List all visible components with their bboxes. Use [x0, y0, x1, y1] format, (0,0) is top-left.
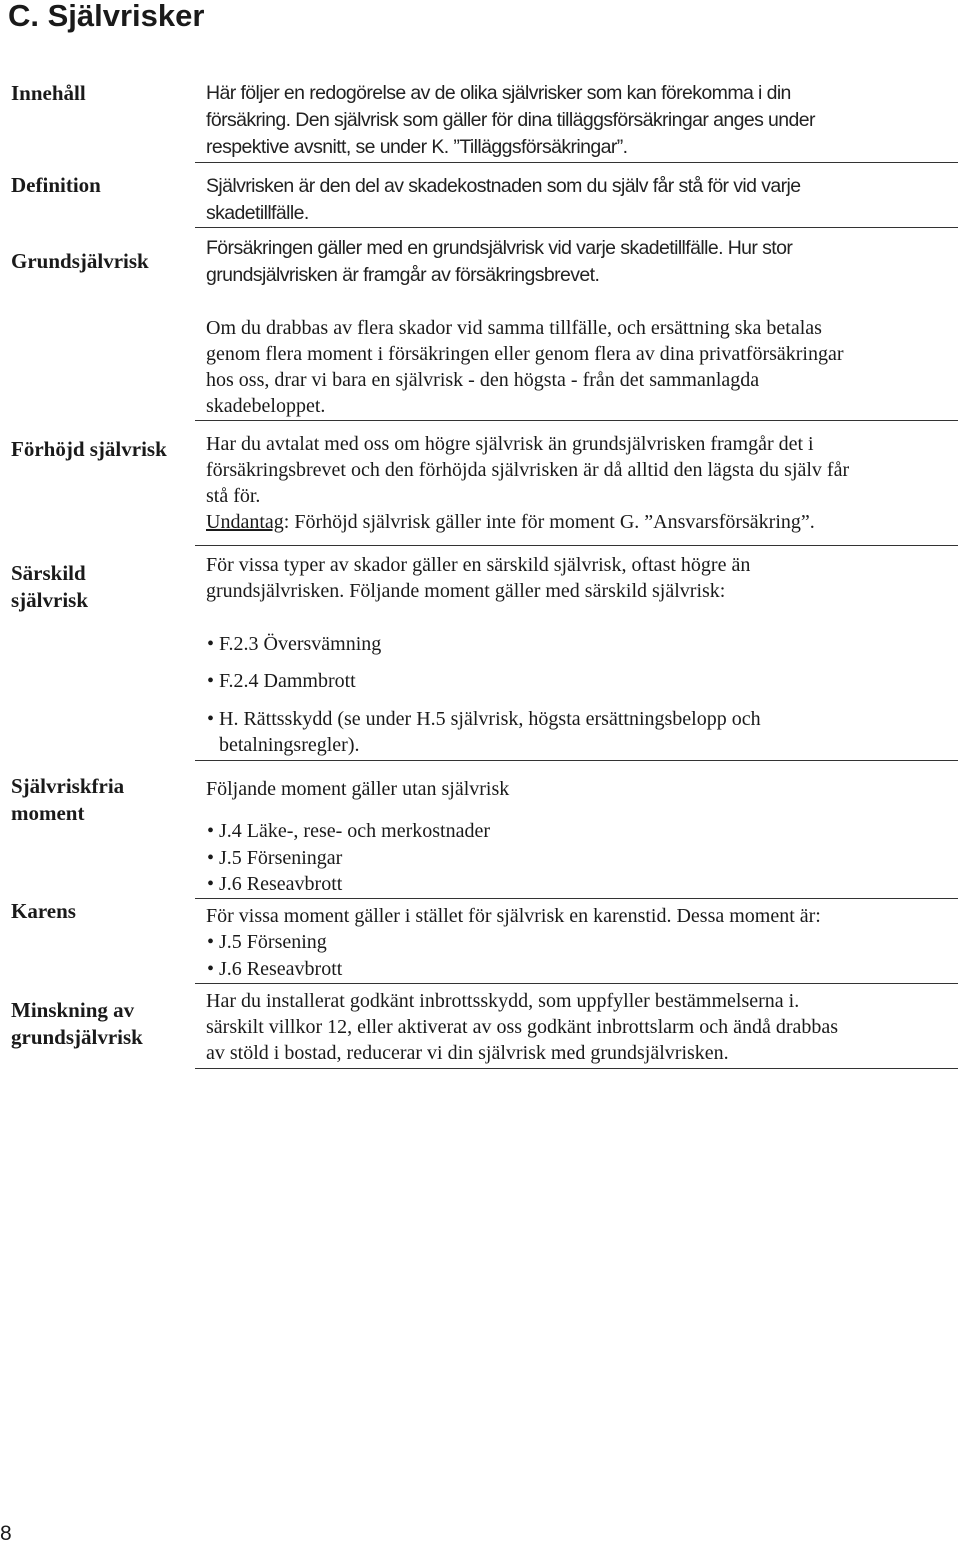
- label-minskning: [11, 997, 143, 1051]
- label-line: Minskning av: [11, 998, 135, 1022]
- bullet-text: J.4 Läke-, rese- och merkostnader: [219, 820, 490, 842]
- text-line: genom flera moment i försäkringen eller genom flera av dina privatförsäkringar: [206, 343, 844, 365]
- bullet-text: J.5 Försening: [219, 931, 327, 953]
- bullet-icon: •: [207, 633, 215, 655]
- bullet-item: [207, 706, 761, 758]
- text-line: grundsjälvrisken är framgår av försäkringsbrevet.: [206, 264, 600, 286]
- divider: [195, 1068, 958, 1069]
- divider: [195, 227, 958, 228]
- text-line: respektive avsnitt, se under K. ”Tilläggsförsäkringar”.: [206, 136, 628, 158]
- text-line: Självrisken är den del av skadekostnaden som du själv får stå för vid varje: [206, 175, 801, 197]
- page-number: 8: [0, 1522, 12, 1545]
- karens-intro: För vissa moment gäller i stället för självrisk en karenstid. Dessa moment är:: [206, 905, 821, 927]
- bullet-icon: •: [207, 708, 215, 730]
- bullet-text: J.5 Förseningar: [219, 847, 343, 869]
- bullet-item: [207, 668, 356, 694]
- text-line: Har du avtalat med oss om högre självrisk än grundsjälvrisken framgår det i: [206, 433, 814, 455]
- bullet-item: [207, 956, 342, 982]
- text-line: Här följer en redogörelse av de olika självrisker som kan förekomma i din: [206, 82, 791, 104]
- sarskild-text: [206, 552, 750, 604]
- label-line: självrisk: [11, 588, 89, 612]
- divider: [195, 545, 958, 546]
- innehall-text: [206, 80, 815, 161]
- text-line: av stöld i bostad, reducerar vi din självrisk med grundsjälvrisken.: [206, 1042, 729, 1064]
- undantag-label: Undantag: [206, 511, 284, 533]
- bullet-icon: •: [207, 820, 215, 842]
- divider: [195, 420, 958, 421]
- undantag-text: : Förhöjd självrisk gäller inte för moment G. ”Ansvarsförsäkring”.: [283, 511, 815, 533]
- text-line: skadetillfälle.: [206, 202, 309, 224]
- bullet-item: [207, 871, 342, 897]
- bullet-text-continuation: betalningsregler).: [219, 734, 360, 756]
- bullet-icon: •: [207, 958, 215, 980]
- text-line: Försäkringen gäller med en grundsjälvrisk vid varje skadetillfälle. Hur stor: [206, 237, 793, 259]
- label-line: grundsjälvrisk: [11, 1025, 143, 1049]
- label-sarskild-sjalvrisk: [11, 560, 88, 614]
- text-line: skadebeloppet.: [206, 395, 326, 417]
- label-grundsjalvrisk: Grundsjälvrisk: [11, 249, 149, 273]
- text-line: grundsjälvrisken. Följande moment gäller med särskild självrisk:: [206, 580, 726, 602]
- divider: [195, 162, 958, 163]
- bullet-icon: •: [207, 931, 215, 953]
- label-line: Självriskfria: [11, 774, 125, 798]
- label-sjalvriskfria-moment: [11, 773, 124, 827]
- text-line: stå för.: [206, 485, 261, 507]
- bullet-icon: •: [207, 847, 215, 869]
- minskning-text: [206, 988, 838, 1066]
- label-line: moment: [11, 801, 85, 825]
- bullet-text: J.6 Reseavbrott: [219, 873, 343, 895]
- bullet-item: [207, 818, 490, 844]
- bullet-icon: •: [207, 873, 215, 895]
- text-line: försäkringsbrevet och den förhöjda självrisken är då alltid den lägsta du själv får: [206, 459, 850, 481]
- definition-text: [206, 173, 800, 227]
- text-line: hos oss, drar vi bara en självrisk - den högsta - från det sammanlagda: [206, 369, 760, 391]
- label-karens: Karens: [11, 899, 76, 923]
- flera-skador-text: [206, 315, 844, 419]
- bullet-item: [207, 631, 381, 657]
- text-line: försäkring. Den självrisk som gäller för dina tilläggsförsäkringar anges under: [206, 109, 815, 131]
- grundsjalvrisk-text: [206, 235, 792, 289]
- bullet-text: H. Rättsskydd (se under H.5 självrisk, högsta ersättningsbelopp och: [219, 708, 761, 730]
- bullet-text: F.2.3 Översvämning: [219, 633, 382, 655]
- text-line: Har du installerat godkänt inbrottsskydd, som uppfyller bestämmelserna i.: [206, 990, 800, 1012]
- divider: [195, 983, 958, 984]
- undantag-line: [206, 509, 849, 535]
- forhojd-text: [206, 431, 849, 535]
- label-definition: Definition: [11, 173, 101, 197]
- bullet-icon: •: [207, 670, 215, 692]
- divider: [195, 898, 958, 899]
- bullet-text: F.2.4 Dammbrott: [219, 670, 356, 692]
- text-line: Om du drabbas av flera skador vid samma tillfälle, och ersättning ska betalas: [206, 317, 822, 339]
- bullet-item: [207, 929, 327, 955]
- label-innehall: Innehåll: [11, 81, 86, 105]
- bullet-item: [207, 845, 342, 871]
- text-line: För vissa typer av skador gäller en särskild självrisk, oftast högre än: [206, 554, 751, 576]
- bullet-text: J.6 Reseavbrott: [219, 958, 343, 980]
- divider: [195, 760, 958, 761]
- fria-intro: Följande moment gäller utan självrisk: [206, 778, 510, 800]
- page-title: C. Självrisker: [8, 0, 205, 33]
- label-line: Särskild: [11, 561, 86, 585]
- text-line: särskilt villkor 12, eller aktiverat av oss godkänt inbrottslarm och ändå drabbas: [206, 1016, 839, 1038]
- label-forhojd-sjalvrisk: Förhöjd självrisk: [11, 437, 167, 461]
